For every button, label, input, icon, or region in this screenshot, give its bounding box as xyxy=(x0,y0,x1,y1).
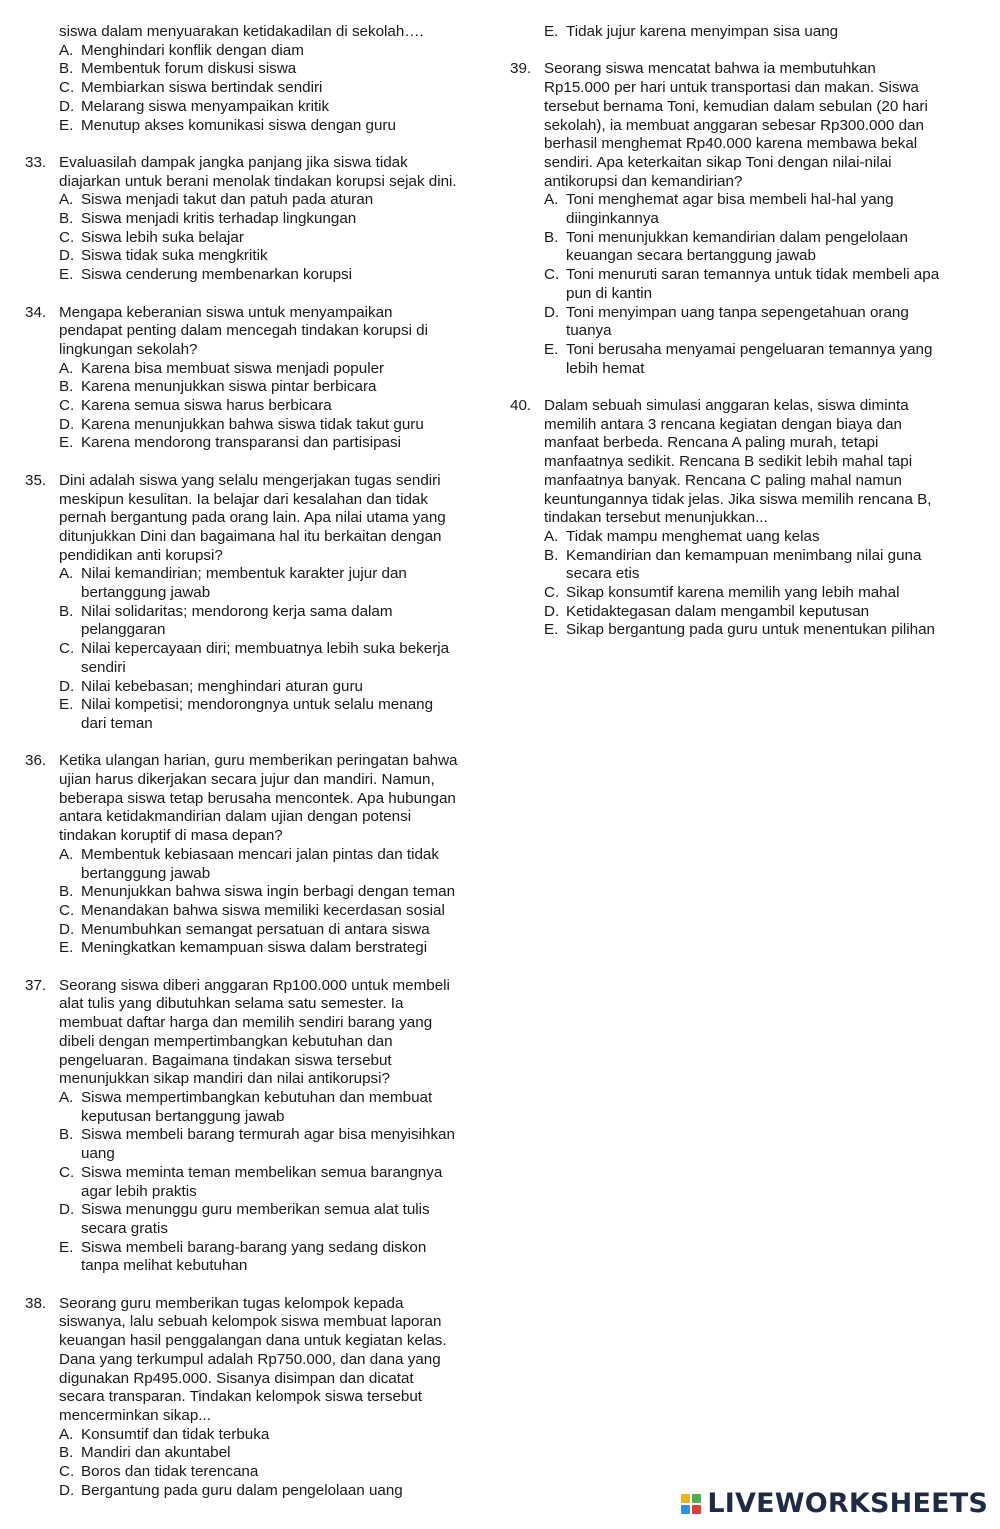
question-37 xyxy=(25,977,495,1276)
question-33 xyxy=(25,154,495,285)
question-39 xyxy=(510,60,980,378)
question-fragment-32 xyxy=(25,23,495,135)
question-number: 35. xyxy=(25,471,47,489)
option-a[interactable]: A. Tidak mampu menghemat uang kelas xyxy=(544,527,820,545)
option-d[interactable]: D. Menumbuhkan semangat persatuan di antara siswa xyxy=(59,920,430,938)
option-c[interactable]: C. Sikap konsumtif karena memilih yang lebih mahal xyxy=(544,584,900,602)
question-number: 39. xyxy=(510,60,532,78)
question-text: Seorang siswa diberi anggaran Rp100.000 untuk membeli alat tulis yang dibutuhkan selama satu semester. Ia membuat daftar harga dan memilih sendiri barang yang dibeli dengan mempertimbangkan kebutuhan dan pengeluaran. Bagaimana tindakan siswa tersebut menunjukkan sikap mandiri dan nilai antikorupsi? xyxy=(59,976,450,1088)
option-a[interactable]: A. Siswa mempertimbangkan kebutuhan dan membuat keputusan bertanggung jawab xyxy=(59,1089,433,1125)
option-e[interactable]: E. Siswa cenderung membenarkan korupsi xyxy=(59,266,352,284)
option-c[interactable]: C. Siswa meminta teman membelikan semua barangnya agar lebih praktis xyxy=(59,1163,443,1200)
option-e[interactable]: E. Menutup akses komunikasi siswa dengan guru xyxy=(59,116,396,134)
option-c[interactable]: C. Nilai kepercayaan diri; membuatnya lebih suka bekerja sendiri xyxy=(59,640,450,676)
question-number: 37. xyxy=(25,976,47,994)
option-e[interactable]: E. Karena mendorong transparansi dan partisipasi xyxy=(59,434,401,452)
option-b[interactable]: B. Siswa menjadi kritis terhadap lingkungan xyxy=(59,210,357,228)
option-d[interactable]: D. Siswa menunggu guru memberikan semua alat tulis secara gratis xyxy=(59,1201,430,1237)
liveworksheets-logo-icon xyxy=(681,1494,701,1514)
question-number: 38. xyxy=(25,1294,47,1312)
question-text: Mengapa keberanian siswa untuk menyampaikan pendapat penting dalam mencegah tindakan korupsi di lingkungan sekolah? xyxy=(59,303,428,358)
left-column xyxy=(25,23,495,1519)
option-c[interactable]: C. Menandakan bahwa siswa memiliki kecerdasan sosial xyxy=(59,901,445,919)
question-34 xyxy=(25,304,495,454)
option-c[interactable]: C. Karena semua siswa harus berbicara xyxy=(59,397,332,415)
option-b[interactable]: B. Membentuk forum diskusi siswa xyxy=(59,60,297,78)
logo-square xyxy=(692,1494,701,1503)
option-e[interactable]: E. Toni berusaha menyamai pengeluaran temannya yang lebih hemat xyxy=(544,340,933,377)
option-c[interactable]: C. Siswa lebih suka belajar xyxy=(59,228,244,246)
option-a[interactable]: A. Karena bisa membuat siswa menjadi populer xyxy=(59,359,385,377)
option-d[interactable]: D. Toni menyimpan uang tanpa sepengetahuan orang tuanya xyxy=(544,303,909,340)
question-list-right xyxy=(510,60,980,640)
option-c[interactable]: C. Membiarkan siswa bertindak sendiri xyxy=(59,79,323,97)
question-fragment-38-end xyxy=(510,23,980,42)
option-e[interactable]: E. Siswa membeli barang-barang yang sedang diskon tanpa melihat kebutuhan xyxy=(59,1238,427,1275)
right-column xyxy=(510,23,980,659)
question-36 xyxy=(25,752,495,958)
option-c[interactable]: C. Boros dan tidak terencana xyxy=(59,1463,259,1481)
watermark-text: LIVEWORKSHEETS xyxy=(707,1487,988,1519)
liveworksheets-logo xyxy=(681,1487,988,1521)
option-b[interactable]: B. Kemandirian dan kemampuan menimbang nilai guna secara etis xyxy=(544,546,922,583)
option-e[interactable]: E. Tidak jujur karena menyimpan sisa uang xyxy=(544,23,839,40)
question-40 xyxy=(510,397,980,640)
option-d[interactable]: D. Melarang siswa menyampaikan kritik xyxy=(59,97,330,115)
question-number: 33. xyxy=(25,153,47,171)
question-35 xyxy=(25,472,495,734)
option-b[interactable]: B. Karena menunjukkan siswa pintar berbicara xyxy=(59,378,377,396)
logo-square xyxy=(681,1505,690,1514)
option-a[interactable]: A. Konsumtif dan tidak terbuka xyxy=(59,1425,270,1443)
option-a[interactable]: A. Siswa menjadi takut dan patuh pada aturan xyxy=(59,191,374,209)
question-text: Dini adalah siswa yang selalu mengerjakan tugas sendiri meskipun kesulitan. Ia belajar dari kesalahan dan tidak pernah bergantung pada orang lain. Apa nilai utama yang ditunjukkan Dini dan bagaimana hal itu berkaitan dengan pendidikan anti korupsi? xyxy=(59,471,446,564)
question-text: Evaluasilah dampak jangka panjang jika siswa tidak diajarkan untuk berani menolak tindakan korupsi sejak dini. xyxy=(59,153,457,190)
option-e[interactable]: E. Sikap bergantung pada guru untuk menentukan pilihan xyxy=(544,621,935,639)
option-b[interactable]: B. Mandiri dan akuntabel xyxy=(59,1444,231,1462)
option-a[interactable]: A. Menghindari konflik dengan diam xyxy=(59,41,304,59)
option-e[interactable]: E. Meningkatkan kemampuan siswa dalam berstrategi xyxy=(59,939,428,957)
question-list-left xyxy=(25,154,495,1501)
option-a[interactable]: A. Nilai kemandirian; membentuk karakter jujur dan bertanggung jawab xyxy=(59,565,407,602)
option-e[interactable]: E. Nilai kompetisi; mendorongnya untuk selalu menang dari teman xyxy=(59,696,434,732)
option-d[interactable]: D. Karena menunjukkan bahwa siswa tidak takut guru xyxy=(59,415,424,433)
option-a[interactable]: A. Membentuk kebiasaan mencari jalan pintas dan tidak bertanggung jawab xyxy=(59,845,439,882)
option-b[interactable]: B. Nilai solidaritas; mendorong kerja sama dalam pelanggaran xyxy=(59,602,393,639)
option-d[interactable]: D. Bergantung pada guru dalam pengelolaan uang xyxy=(59,1481,403,1499)
logo-square xyxy=(681,1494,690,1503)
option-a[interactable]: A. Toni menghemat agar bisa membeli hal-hal yang diinginkannya xyxy=(544,191,894,228)
question-number: 40. xyxy=(510,397,532,415)
question-text: Seorang siswa mencatat bahwa ia membutuhkan Rp15.000 per hari untuk transportasi dan makan. Siswa tersebut bernama Toni, kemudian dalam sebulan (20 hari sekolah), ia membuat anggaran sebesar Rp300.000 dan berhasil menghemat Rp40.000 karena membawa bekal sendiri. Apa keterkaitan sikap Toni dengan nilai-nilai antikorupsi dan kemandirian? xyxy=(544,60,928,190)
question-text: Seorang guru memberikan tugas kelompok kepada siswanya, lalu sebuah kelompok siswa membuat laporan keuangan hasil penggalangan dana untuk kegiatan kelas. Dana yang terkumpul adalah Rp750.000, dan dana yang digunakan Rp495.000. Sisanya disimpan dan dicatat secara transparan. Tindakan kelompok siswa tersebut mencerminkan sikap... xyxy=(59,1294,447,1424)
option-b[interactable]: B. Toni menunjukkan kemandirian dalam pengelolaan keuangan secara bertanggung jawab xyxy=(544,228,908,265)
question-number: 36. xyxy=(25,752,47,770)
question-text: Ketika ulangan harian, guru memberikan peringatan bahwa ujian harus dikerjakan secara jujur dan mandiri. Namun, beberapa siswa tetap berusaha mencontek. Apa hubungan antara ketidakmandirian dalam ujian dengan potensi tindakan koruptif di masa depan? xyxy=(59,752,458,845)
question-text: siswa dalam menyuarakan ketidakadilan di sekolah…. xyxy=(59,23,424,40)
option-d[interactable]: D. Ketidaktegasan dalam mengambil keputusan xyxy=(544,602,870,620)
question-number: 34. xyxy=(25,303,47,321)
logo-square xyxy=(692,1505,701,1514)
option-b[interactable]: B. Siswa membeli barang termurah agar bisa menyisihkan uang xyxy=(59,1126,455,1163)
option-d[interactable]: D. Nilai kebebasan; menghindari aturan guru xyxy=(59,677,363,695)
option-b[interactable]: B. Menunjukkan bahwa siswa ingin berbagi dengan teman xyxy=(59,883,456,901)
option-d[interactable]: D. Siswa tidak suka mengkritik xyxy=(59,247,268,265)
question-text: Dalam sebuah simulasi anggaran kelas, siswa diminta memilih antara 3 rencana kegiatan dengan biaya dan manfaat berbeda. Rencana A paling murah, tetapi manfaatnya sedikit. Rencana B sedikit lebih mahal tapi manfaatnya banyak. Rencana C paling mahal namun keuntungannya tidak jelas. Jika siswa memilih rencana B, tindakan tersebut menunjukkan... xyxy=(544,397,932,527)
question-38 xyxy=(25,1295,495,1501)
option-c[interactable]: C. Toni menuruti saran temannya untuk tidak membeli apa pun di kantin xyxy=(544,266,940,302)
